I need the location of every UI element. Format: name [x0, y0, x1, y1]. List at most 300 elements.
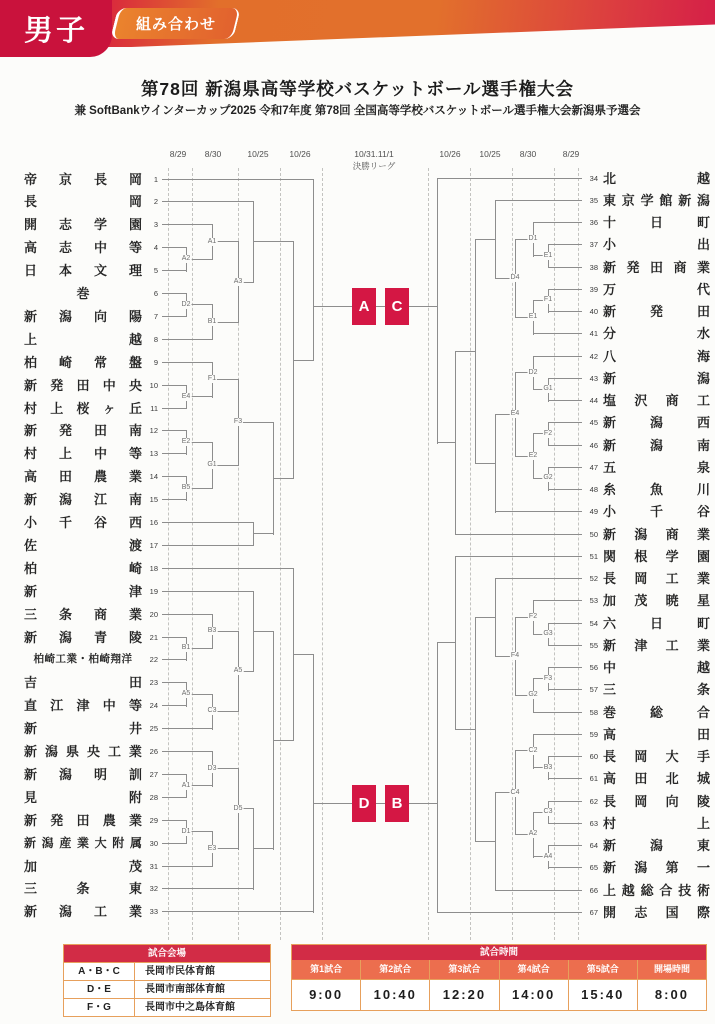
venue-row — [64, 980, 270, 998]
team-row — [24, 515, 158, 530]
team-row — [584, 482, 710, 497]
team-name-char: 巻 — [603, 704, 617, 720]
team-name-char: 加 — [603, 593, 617, 609]
team-seed-number: 38 — [589, 262, 598, 272]
match-label: A2 — [528, 830, 538, 838]
match-label: D1 — [528, 235, 538, 243]
page-subtitle: 兼 SoftBankウインターカップ2025 令和7年度 第78回 全国高等学校バスケットボール選手権大会新潟県予選会 — [74, 105, 641, 117]
match-label: A1 — [181, 781, 191, 789]
team-name-char: 新 — [24, 377, 38, 393]
match-label: A3 — [233, 278, 243, 286]
match-label: D1 — [181, 827, 191, 835]
team-name-char: 六 — [603, 615, 617, 631]
team-name-char: 潟 — [634, 526, 648, 542]
team-name-char: 業 — [128, 744, 142, 759]
team-name-char: 向 — [93, 308, 107, 324]
bracket-line — [162, 476, 187, 477]
team-name-char: 高 — [603, 771, 617, 787]
team-name — [603, 638, 710, 653]
day-separator — [470, 168, 471, 940]
team-name-char: 新 — [603, 437, 617, 453]
game-slot-time: 14:00 — [499, 979, 568, 1010]
team-name-char: 潟 — [649, 415, 663, 431]
team-seed-number: 56 — [589, 663, 598, 672]
team-seed-number: 16 — [149, 518, 158, 527]
team-name-char: 国 — [665, 904, 679, 920]
team-name-char: 南 — [128, 423, 142, 439]
team-seed-number: 27 — [149, 769, 158, 779]
team-name-char: 潟 — [634, 860, 648, 876]
bracket-line — [495, 579, 496, 658]
team-name-char: 津 — [128, 583, 142, 599]
bracket-line — [293, 360, 314, 361]
bracket-line — [313, 654, 314, 913]
team-seed-number: 36 — [589, 218, 598, 227]
team-name-char: 業 — [128, 812, 142, 828]
team-name-char: 開 — [603, 904, 617, 920]
team-name — [24, 790, 142, 805]
game-slot-label: 第4試合 — [499, 960, 568, 979]
game-slot-label: 第5試合 — [568, 960, 637, 979]
team-name-char: 岡 — [634, 571, 648, 586]
team-name-char: 柏 — [24, 560, 38, 576]
bracket-line — [533, 333, 582, 334]
team-seed-number: 45 — [589, 418, 598, 428]
team-row — [24, 630, 158, 645]
team-row — [24, 332, 158, 347]
team-name-char: 佐 — [24, 537, 38, 553]
team-name-char: 発 — [649, 304, 663, 319]
bracket-line — [548, 400, 582, 401]
team-name-char: 小 — [24, 515, 38, 530]
bracket-line — [162, 385, 187, 386]
bracket-line — [162, 453, 187, 454]
bracket-line — [548, 845, 582, 846]
bracket-line — [548, 623, 582, 624]
team-name — [24, 378, 142, 393]
team-seed-number: 64 — [589, 841, 598, 850]
bracket-line — [162, 797, 187, 798]
bracket-line — [238, 422, 274, 423]
team-row — [24, 240, 158, 255]
team-row — [24, 698, 158, 713]
team-name-char: 潟 — [58, 629, 72, 645]
venue-table — [63, 944, 271, 1017]
team-row — [584, 260, 710, 275]
team-row — [584, 460, 710, 475]
team-seed-number: 32 — [149, 884, 158, 894]
day-separator — [512, 168, 513, 940]
team-name-char: 中 — [93, 240, 107, 256]
bracket-line — [162, 270, 187, 271]
bracket-line — [437, 643, 438, 913]
team-name-char: 田 — [128, 675, 142, 691]
team-name-char: 陵 — [128, 629, 142, 645]
team-name-char: 茂 — [634, 593, 648, 609]
team-row — [24, 904, 158, 919]
team-name-char: 西 — [696, 415, 710, 431]
team-seed-number: 48 — [589, 485, 598, 494]
bracket-line — [548, 645, 582, 646]
team-seed-number: 35 — [589, 195, 598, 205]
match-label: G3 — [543, 630, 553, 638]
team-row — [584, 616, 710, 631]
team-name — [603, 816, 710, 831]
match-label: A5 — [233, 667, 243, 675]
game-slot-time: 8:00 — [637, 979, 706, 1010]
match-label: E4 — [510, 410, 520, 418]
team-seed-number: 23 — [149, 678, 158, 688]
team-name-char: 上 — [58, 446, 72, 462]
date-label: 8/30 — [204, 149, 222, 159]
team-name-char: 五 — [603, 459, 617, 475]
team-name-char: 盤 — [128, 354, 142, 370]
venue-row — [64, 962, 270, 980]
team-name — [24, 332, 142, 347]
team-name-char: 等 — [128, 446, 142, 462]
bracket-line — [293, 242, 294, 479]
team-name-char: 新 — [603, 370, 617, 386]
team-name — [24, 813, 142, 828]
team-seed-number: 12 — [149, 426, 158, 436]
team-name-char: 長 — [603, 571, 617, 586]
team-name — [24, 194, 142, 209]
team-name-char: 星 — [696, 593, 710, 609]
bracket-line — [293, 568, 294, 741]
team-name-char: 吉 — [24, 675, 38, 691]
category-block — [0, 0, 112, 57]
team-name-char: 崎 — [58, 354, 72, 370]
team-name — [603, 193, 710, 208]
team-name — [24, 401, 142, 416]
bracket-line — [162, 362, 213, 363]
team-name — [603, 794, 710, 809]
team-row — [584, 549, 710, 564]
team-name-char: 一 — [696, 860, 710, 876]
bracket-line — [533, 712, 582, 713]
team-name-char: 潟 — [58, 492, 72, 508]
team-name-char: 工 — [107, 744, 121, 759]
bracket-line — [162, 591, 254, 592]
team-name-char: 京 — [58, 171, 72, 187]
team-seed-number: 29 — [149, 815, 158, 825]
team-row — [24, 286, 158, 301]
team-seed-number: 7 — [153, 311, 158, 321]
team-name-char: 新 — [24, 423, 38, 439]
team-name-char: 農 — [102, 812, 116, 828]
team-name-char: 沢 — [634, 393, 648, 408]
bracket-line — [253, 848, 274, 849]
team-seed-number: 3 — [153, 220, 158, 230]
team-name-char: 潟 — [44, 744, 58, 759]
team-name-char: 学 — [640, 192, 654, 208]
team-name-char: 田 — [696, 726, 710, 742]
bracket-line — [162, 705, 187, 706]
team-row — [584, 794, 710, 809]
team-row — [24, 263, 158, 278]
date-label: 10/25 — [479, 149, 501, 159]
team-name-char: 新 — [24, 721, 38, 737]
bracket-line — [162, 888, 254, 889]
team-name-char: 高 — [24, 469, 38, 485]
bracket-line — [253, 631, 274, 632]
team-seed-number: 34 — [589, 173, 598, 183]
final-block-C: C — [385, 288, 409, 325]
bracket-line — [162, 545, 254, 546]
pairings-tab-label: 組み合わせ — [135, 16, 216, 33]
bracket-line — [162, 408, 187, 409]
team-name-char: 合 — [659, 882, 673, 898]
team-seed-number: 49 — [589, 507, 598, 517]
team-seed-number: 63 — [589, 818, 598, 828]
team-name-char: 常 — [93, 354, 107, 370]
team-name-char: 業 — [696, 637, 710, 653]
team-name-char: 陵 — [696, 793, 710, 809]
final-league-label: 決勝リーグ — [352, 161, 396, 171]
team-row — [24, 790, 158, 805]
team-row — [584, 215, 710, 230]
match-label: B1 — [181, 644, 191, 652]
team-seed-number: 61 — [589, 774, 598, 784]
team-name-char: 条 — [76, 881, 90, 897]
team-row — [24, 378, 158, 393]
match-label: G2 — [528, 691, 538, 699]
team-name — [24, 515, 142, 530]
team-seed-number: 21 — [149, 632, 158, 642]
team-name-char: 小 — [603, 237, 617, 253]
bracket-line — [495, 414, 496, 512]
team-name-char: 直 — [24, 698, 38, 714]
team-name-char: 町 — [696, 615, 710, 631]
team-name-char: 志 — [58, 240, 72, 256]
team-name — [603, 571, 710, 586]
match-label: E4 — [181, 392, 191, 400]
team-name-char: 陽 — [128, 308, 142, 324]
team-name-char: 園 — [128, 217, 142, 233]
bracket-line — [548, 667, 582, 668]
team-seed-number: 46 — [589, 440, 598, 450]
team-name — [603, 749, 710, 764]
team-name-char: 出 — [696, 237, 710, 253]
team-name-char: 越 — [621, 882, 635, 898]
team-seed-number: 40 — [589, 307, 598, 316]
team-name-char: 川 — [696, 482, 710, 497]
team-name-char: 文 — [93, 263, 107, 279]
bracket-line — [253, 523, 254, 547]
team-row — [24, 469, 158, 484]
team-name-char: 十 — [603, 215, 617, 230]
bracket-line — [313, 179, 314, 361]
team-name-char: 新 — [678, 192, 692, 208]
game-slot-label: 開場時間 — [637, 960, 706, 979]
team-name-char: 日 — [649, 215, 663, 230]
team-seed-number: 13 — [149, 449, 158, 459]
team-row — [584, 571, 710, 586]
team-name — [603, 415, 710, 430]
team-row — [584, 860, 710, 875]
team-row — [24, 446, 158, 461]
team-name-char: 工 — [665, 571, 679, 586]
team-name-char: 術 — [696, 882, 710, 898]
team-name-char: 糸 — [603, 482, 617, 497]
team-name-char: 工 — [93, 904, 107, 920]
team-name — [24, 721, 142, 736]
bracket-line — [437, 178, 438, 444]
final-block-D: D — [352, 785, 376, 822]
team-name-char: 江 — [50, 698, 64, 714]
team-seed-number: 60 — [589, 752, 598, 761]
team-row — [24, 401, 158, 416]
bracket-line — [162, 316, 187, 317]
date-label: 8/30 — [519, 149, 537, 159]
time-table-title: 試合時間 — [292, 945, 706, 960]
category-label: 男子 — [24, 15, 89, 47]
bracket-line — [455, 534, 582, 535]
team-name — [603, 282, 710, 297]
bracket-line — [293, 654, 314, 655]
bracket-line — [162, 179, 314, 180]
team-name-char: 新 — [603, 415, 617, 431]
team-seed-number: 10 — [149, 380, 158, 390]
team-name-char: 属 — [129, 835, 142, 850]
team-name — [24, 744, 142, 759]
team-name-char: 渡 — [128, 537, 142, 553]
match-label: A5 — [181, 690, 191, 698]
team-name-char: 万 — [603, 281, 617, 297]
bracket-line — [455, 556, 582, 557]
team-name-char: 魚 — [649, 482, 663, 497]
team-seed-number: 58 — [589, 707, 598, 717]
bracket-line — [273, 740, 294, 741]
team-name-char: 丘 — [128, 400, 142, 416]
team-row — [584, 705, 710, 720]
team-name-char: 附 — [112, 835, 125, 850]
team-name-char: 潟 — [58, 766, 72, 782]
team-name-char: 商 — [673, 259, 687, 275]
team-name-char: 業 — [696, 259, 710, 275]
team-name-char: 理 — [128, 263, 142, 279]
bracket-line — [548, 489, 582, 490]
bracket-line — [495, 793, 496, 891]
team-name-char: 西 — [128, 515, 142, 530]
team-name-char: 町 — [696, 215, 710, 230]
team-name-char: 潟 — [58, 904, 72, 920]
venue-courts: A・B・C — [64, 963, 135, 980]
team-name-char: 井 — [128, 721, 142, 737]
team-name-char: 条 — [58, 606, 72, 622]
bracket-line — [437, 178, 582, 179]
bracket-line — [548, 778, 582, 779]
match-label: E2 — [528, 452, 538, 460]
bracket-line — [455, 556, 456, 730]
team-name-char: 明 — [93, 766, 107, 782]
team-name-char: 業 — [76, 835, 89, 850]
game-slot-time: 10:40 — [360, 979, 429, 1010]
team-name-char: 商 — [665, 393, 679, 408]
team-name-char: 潟 — [41, 835, 54, 850]
team-name-char: 潟 — [649, 437, 663, 453]
team-name-char: 津 — [76, 698, 90, 714]
bracket-line — [162, 614, 213, 615]
team-seed-number: 51 — [589, 551, 598, 561]
team-name-char: 業 — [128, 469, 142, 485]
team-name-char: 上 — [50, 400, 64, 416]
match-label: F3 — [543, 674, 553, 682]
team-row — [24, 836, 158, 851]
team-name — [603, 593, 710, 608]
team-seed-number: 4 — [153, 243, 158, 253]
match-label: B3 — [543, 763, 553, 771]
team-seed-number: 2 — [153, 197, 158, 207]
match-label: E2 — [181, 438, 191, 446]
bracket-line — [162, 682, 187, 683]
team-name — [24, 904, 142, 919]
team-row — [24, 744, 158, 759]
team-name-char: 高 — [603, 726, 617, 742]
bracket-line — [495, 511, 582, 512]
bracket-line — [548, 467, 582, 468]
team-name — [603, 482, 710, 497]
team-seed-number: 57 — [589, 685, 598, 695]
team-row — [584, 883, 710, 898]
match-label: A1 — [207, 237, 217, 245]
team-seed-number: 59 — [589, 729, 598, 739]
team-seed-number: 41 — [589, 329, 598, 339]
team-name-char: 合 — [696, 704, 710, 720]
team-name-char: 根 — [634, 548, 648, 564]
team-seed-number: 62 — [589, 796, 598, 806]
day-separator — [578, 168, 579, 940]
team-name — [24, 240, 142, 255]
team-name-char: 越 — [128, 331, 142, 347]
team-row — [584, 749, 710, 764]
team-row — [584, 504, 710, 519]
team-name-char: 水 — [696, 326, 710, 342]
team-row — [584, 193, 710, 208]
team-name-char: 新 — [603, 838, 617, 853]
team-name-char: 新 — [24, 766, 38, 782]
bracket-line — [533, 356, 582, 357]
team-row — [24, 538, 158, 553]
team-name-char: 潟 — [58, 308, 72, 324]
bracket-line — [548, 756, 582, 757]
game-slot-label: 第3試合 — [429, 960, 498, 979]
team-name — [603, 349, 710, 364]
team-name-char: 田 — [634, 771, 648, 787]
team-row — [584, 593, 710, 608]
team-name-char: 技 — [678, 882, 692, 898]
team-name-char: 谷 — [696, 504, 710, 520]
team-row — [24, 675, 158, 690]
team-name — [24, 217, 142, 232]
team-name-char: 開 — [24, 217, 38, 233]
team-name — [24, 446, 142, 461]
team-name-char: 村 — [603, 815, 617, 831]
match-label: A4 — [543, 852, 553, 860]
team-row — [584, 838, 710, 853]
team-row — [584, 237, 710, 252]
venue-courts: D・E — [64, 981, 135, 998]
team-name-char: 江 — [93, 492, 107, 508]
team-name — [603, 504, 710, 519]
match-label: D5 — [233, 804, 243, 812]
team-name-char: 新 — [24, 744, 38, 759]
team-name-char: 業 — [696, 571, 710, 586]
date-label: 10/26 — [439, 149, 461, 159]
team-name-char: 発 — [58, 423, 72, 439]
team-name-char: 訓 — [128, 766, 142, 782]
team-name-char: 代 — [696, 281, 710, 297]
